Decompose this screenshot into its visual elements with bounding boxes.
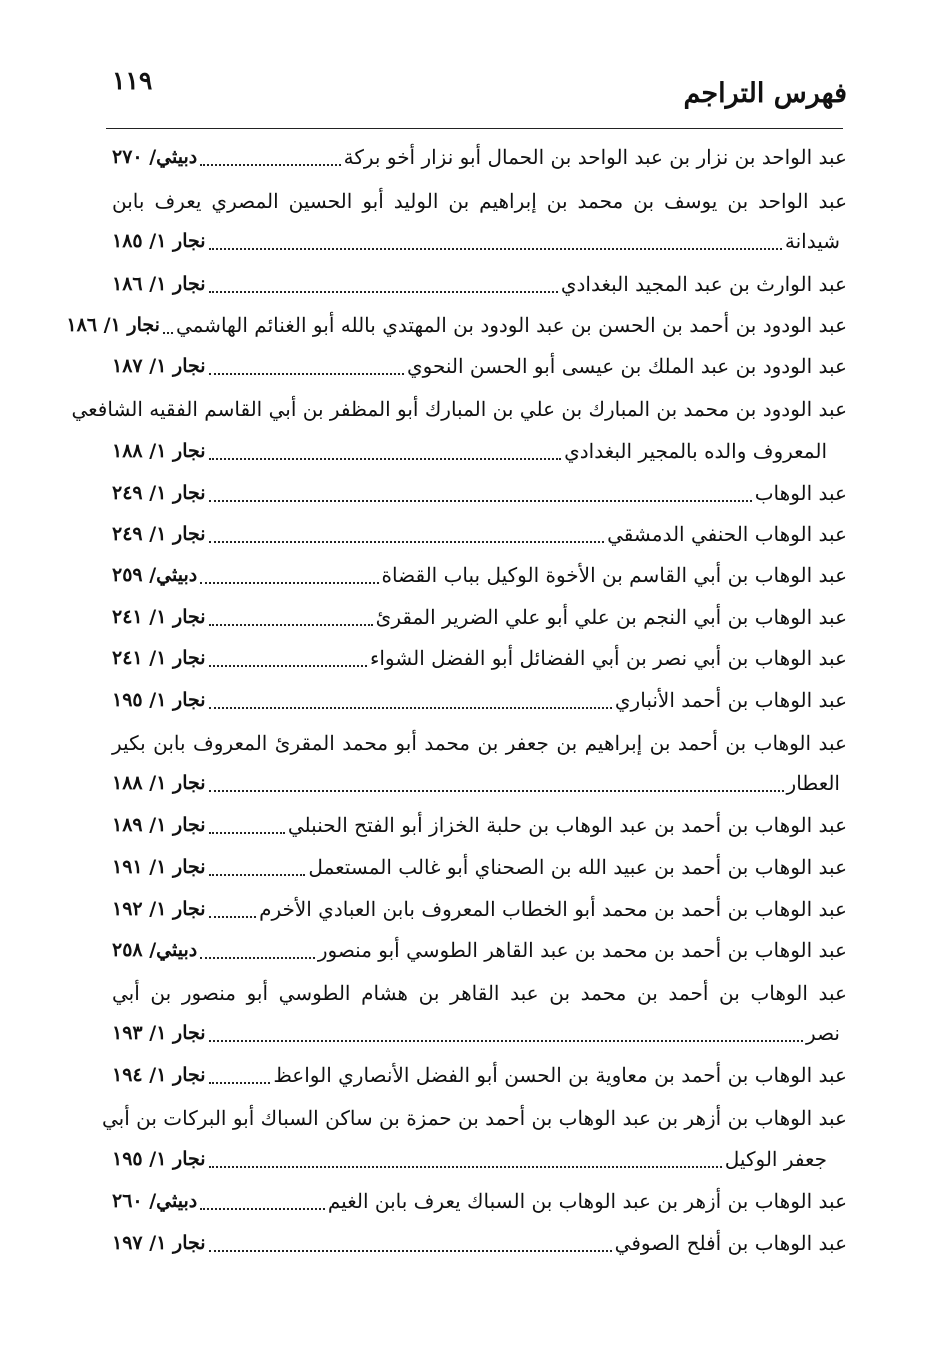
page-reference: دبيثي/ ٢٥٩ [112, 564, 198, 586]
page-reference: نجار ١/ ١٩٥ [112, 689, 206, 711]
page-reference: نجار ١/ ١٩٥ [112, 1148, 206, 1170]
index-entry: عبد الوهاب بن أفلح الصوفي نجار ١/ ١٩٧ [112, 1226, 847, 1260]
page-reference: دبيثي/ ٢٥٨ [112, 939, 198, 961]
index-entry: عبد الوهاب بن أحمد بن إبراهيم بن جعفر بن محمد أبو محمد المقرئ المعروف بابن بكير [112, 731, 847, 755]
index-entry: عبد الوهاب بن أحمد الأنباري نجار ١/ ١٩٥ [112, 683, 847, 717]
index-entry: عبد الوهاب بن أبي النجم بن علي أبو علي الضرير المقرئ نجار ١/ ٢٤١ [112, 600, 847, 634]
page-reference: نجار ١/ ٢٤١ [112, 606, 206, 628]
page-reference: نجار ١/ ١٨٨ [112, 772, 206, 794]
page-reference: نجار ١/ ١٩١ [112, 856, 206, 878]
page-reference: نجار ١/ ١٩٤ [112, 1064, 206, 1086]
page-reference: نجار ١/ ١٩٢ [112, 898, 206, 920]
index-entry-continuation: المعروف والده بالمجير البغدادي نجار ١/ ١٨٨ [112, 434, 827, 468]
page-reference: نجار ١/ ١٨٨ [112, 440, 206, 462]
index-entry: عبد الودود بن محمد بن المبارك بن علي بن المبارك أبو المظفر بن أبي القاسم الفقيه الشافعي [71, 397, 847, 421]
index-entry: عبد الوهاب بن أبي القاسم بن الأخوة الوكيل بباب القضاة دبيثي/ ٢٥٩ [112, 558, 847, 592]
page-reference: نجار ١/ ١٩٧ [112, 1232, 206, 1254]
page-reference: نجار ١/ ١٨٩ [112, 814, 206, 836]
index-entry: عبد الوهاب بن أحمد بن عبيد الله بن الصحناي أبو غالب المستعمل نجار ١/ ١٩١ [112, 850, 847, 884]
index-entry: عبد الوارث بن عبد المجيد البغدادي نجار ١/ ١٨٦ [112, 267, 847, 301]
index-entry: عبد الوهاب بن أحمد بن محمد بن عبد القاهر بن هشام الطوسي أبو منصور بن أبي [112, 981, 847, 1005]
index-entry-continuation: شيدانة نجار ١/ ١٨٥ [112, 224, 840, 258]
index-entry: عبد الوهاب الحنفي الدمشقي نجار ١/ ٢٤٩ [112, 517, 847, 551]
page-reference: نجار ١/ ١٨٥ [112, 230, 206, 252]
index-entry: عبد الوهاب بن أبي نصر بن أبي الفضائل أبو الفضل الشواء نجار ١/ ٢٤١ [112, 641, 847, 675]
index-entry: عبد الودود بن أحمد بن الحسن بن عبد الودود بن المهتدي بالله أبو الغنائم الهاشمي نجار ١/ ١٨٦ [112, 308, 847, 342]
page-reference: نجار ١/ ٢٤٩ [112, 523, 206, 545]
index-entry-continuation: نصر نجار ١/ ١٩٣ [112, 1016, 840, 1050]
index-entry: عبد الواحد بن نزار بن عبد الواحد بن الحمال أبو نزار أخو بركة دبيثي/ ٢٧٠ [112, 140, 847, 174]
index-entry: عبد الوهاب بن أحمد بن معاوية بن الحسن أبو الفضل الأنصاري الواعظ نجار ١/ ١٩٤ [112, 1058, 847, 1092]
index-entry: عبد الوهاب بن أحمد بن محمد أبو الخطاب المعروف بابن العبادي الأخرم نجار ١/ ١٩٢ [112, 892, 847, 926]
index-entry: عبد الوهاب بن أزهر بن عبد الوهاب بن السباك يعرف بابن الغيم دبيثي/ ٢٦٠ [112, 1184, 847, 1218]
index-entry-continuation: جعفر الوكيل نجار ١/ ١٩٥ [112, 1142, 827, 1176]
page-reference: دبيثي/ ٢٦٠ [112, 1190, 198, 1212]
index-entry: عبد الوهاب نجار ١/ ٢٤٩ [112, 476, 847, 510]
index-entry-continuation: العطار نجار ١/ ١٨٨ [112, 766, 840, 800]
page-reference: نجار ١/ ١٨٧ [112, 355, 206, 377]
page-number: ١١٩ [112, 66, 153, 95]
page-reference: نجار ١/ ١٩٣ [112, 1022, 206, 1044]
index-entry: عبد الودود بن عبد الملك بن عيسى أبو الحسن النحوي نجار ١/ ١٨٧ [112, 349, 847, 383]
index-entry: عبد الواحد بن يوسف بن محمد بن إبراهيم بن الوليد أبو الحسين المصري يعرف بابن [112, 189, 847, 213]
index-entry: عبد الوهاب بن أحمد بن محمد بن عبد القاهر الطوسي أبو منصور دبيثي/ ٢٥٨ [112, 933, 847, 967]
page-reference: نجار ١/ ٢٤٩ [112, 482, 206, 504]
page-reference: نجار ١/ ١٨٦ [112, 273, 206, 295]
index-entry: عبد الوهاب بن أحمد بن عبد الوهاب بن حلبة الخزاز أبو الفتح الحنبلي نجار ١/ ١٨٩ [112, 808, 847, 842]
page-reference: نجار ١/ ١٨٦ [66, 314, 160, 336]
page-reference: نجار ١/ ٢٤١ [112, 647, 206, 669]
index-entry: عبد الوهاب بن أزهر بن عبد الوهاب بن أحمد بن حمزة بن ساكن السباك أبو البركات بن أبي [102, 1106, 847, 1130]
page-reference: دبيثي/ ٢٧٠ [112, 146, 198, 168]
page-title: فهرس التراجم [683, 78, 847, 109]
